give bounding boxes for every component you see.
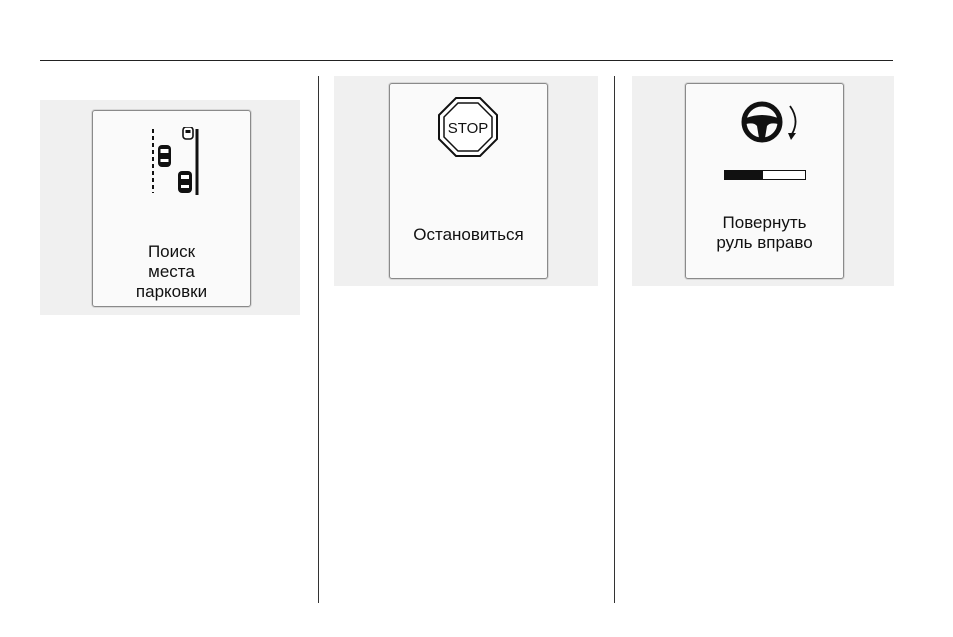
figure-parking-search: [40, 100, 300, 315]
display-stop: [389, 83, 548, 279]
stop-sign-icon: [438, 97, 498, 157]
column-separator-1: [318, 76, 319, 603]
progress-bar: [724, 170, 806, 180]
parking-lane-cars-icon: [145, 127, 201, 197]
steering-wheel-right-icon: [740, 100, 806, 148]
display-parking-search: [92, 110, 251, 307]
column-separator-2: [614, 76, 615, 603]
label-parking-search: Поиск места парковки: [135, 242, 208, 301]
progress-bar-fill: [725, 171, 763, 179]
figure-turn-right: [632, 76, 894, 286]
stop-sign-text: STOP: [447, 120, 489, 137]
label-turn-right: Повернуть руль вправо: [716, 213, 813, 252]
header-rule: [40, 60, 893, 61]
label-stop: Остановиться: [413, 225, 524, 244]
figure-stop: [334, 76, 598, 286]
display-turn-right: [685, 83, 844, 279]
